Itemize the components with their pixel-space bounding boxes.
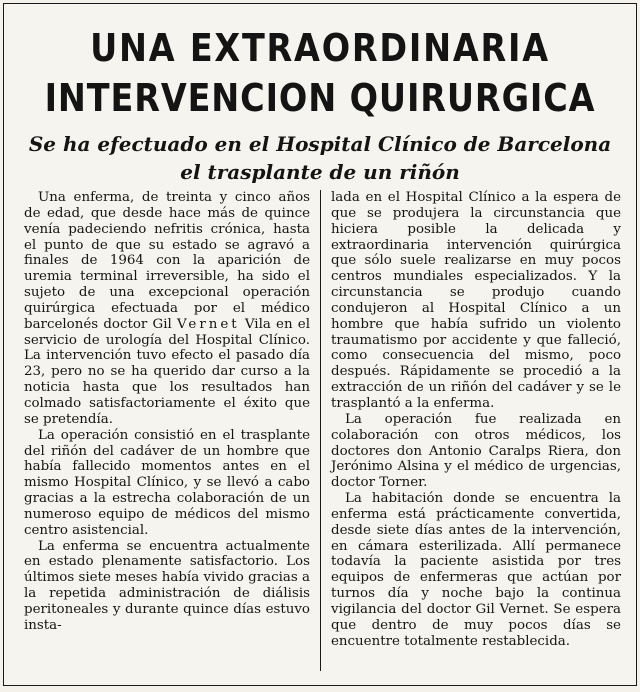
article-column-right: [325, 190, 621, 671]
column-divider: [320, 190, 321, 671]
paragraph: La operación consistió en el trasplante del riñón del cadáver de un hombre que había fallecido momentos antes en el mismo Hospital Clínico, y se llevó a cabo gracias a la estrecha colaboración de un numeroso equipo de médicos del mismo centro asistencial.: [24, 427, 310, 538]
article-column-left: [24, 190, 316, 671]
article-body: [24, 190, 623, 671]
paragraph-text: Vila en el servicio de urología del Hospital Clínico. La intervención tuvo efecto el pasado día 23, pero no se ha querido dar curso a la noticia hasta que los resultados han colmado satisfactoriamente el éxito que se pretendía.: [24, 316, 310, 427]
paragraph: La operación fue realizada en colaboración con otros médicos, los doctores don Antonio Caralps Riera, don Jerónimo Alsina y el médico de urgencias, doctor Torner.: [331, 411, 621, 491]
subheadline: [4, 130, 636, 186]
paragraph: La enferma se encuentra actualmente en estado plenamente satisfactorio. Los últimos siete meses había vivido gracias a la repetida administración de diálisis peritoneales y durante quince días estuvo insta-: [24, 538, 310, 633]
spaced-surname: Vernet: [176, 316, 240, 332]
paragraph: [24, 190, 310, 428]
headline-line-2: INTERVENCION QUIRURGICA: [44, 76, 596, 120]
subheadline-line-1: Se ha efectuado en el Hospital Clínico de Barcelona: [28, 132, 612, 156]
headline-line-1: UNA EXTRAORDINARIA: [90, 26, 550, 70]
newspaper-clipping: [3, 3, 637, 686]
paragraph: lada en el Hospital Clínico a la espera de que se produjera la circunstancia que hiciera posible la delicada y extraordinaria intervención quirúrgica que sólo suele realizarse en muy pocos centros mundiales especializados. Y la circunstancia se produjo cuando condujeron al Hospital Clínico a un hombre que había sufrido un violento traumatismo por accidente y que falleció, como consecuencia del mismo, poco después. Rápidamente se procedió a la extracción de un riñón del cadáver y se le trasplantó a la enferma.: [331, 190, 621, 411]
subheadline-line-2: el trasplante de un riñón: [180, 160, 460, 184]
paragraph: La habitación donde se encuentra la enferma está prácticamente convertida, desde siete días antes de la intervención, en cámara esterilizada. Allí permanece todavía la paciente asistida por tres equipos de enfermeras que actúan por turnos día y noche bajo la continua vigilancia del doctor Gil Vernet. Se espera que dentro de muy pocos días se encuentre totalmente restablecida.: [331, 491, 621, 649]
paragraph-text: Una enferma, de treinta y cinco años de edad, que desde hace más de quince venía padeciendo nefritis crónica, hasta el punto de que su estado se agravó a finales de 1964 con la aparición de uremia terminal irreversible, ha sido el sujeto de una excepcional operación quirúrgica efectuada por el médico barcelonés doctor Gil: [24, 190, 310, 332]
